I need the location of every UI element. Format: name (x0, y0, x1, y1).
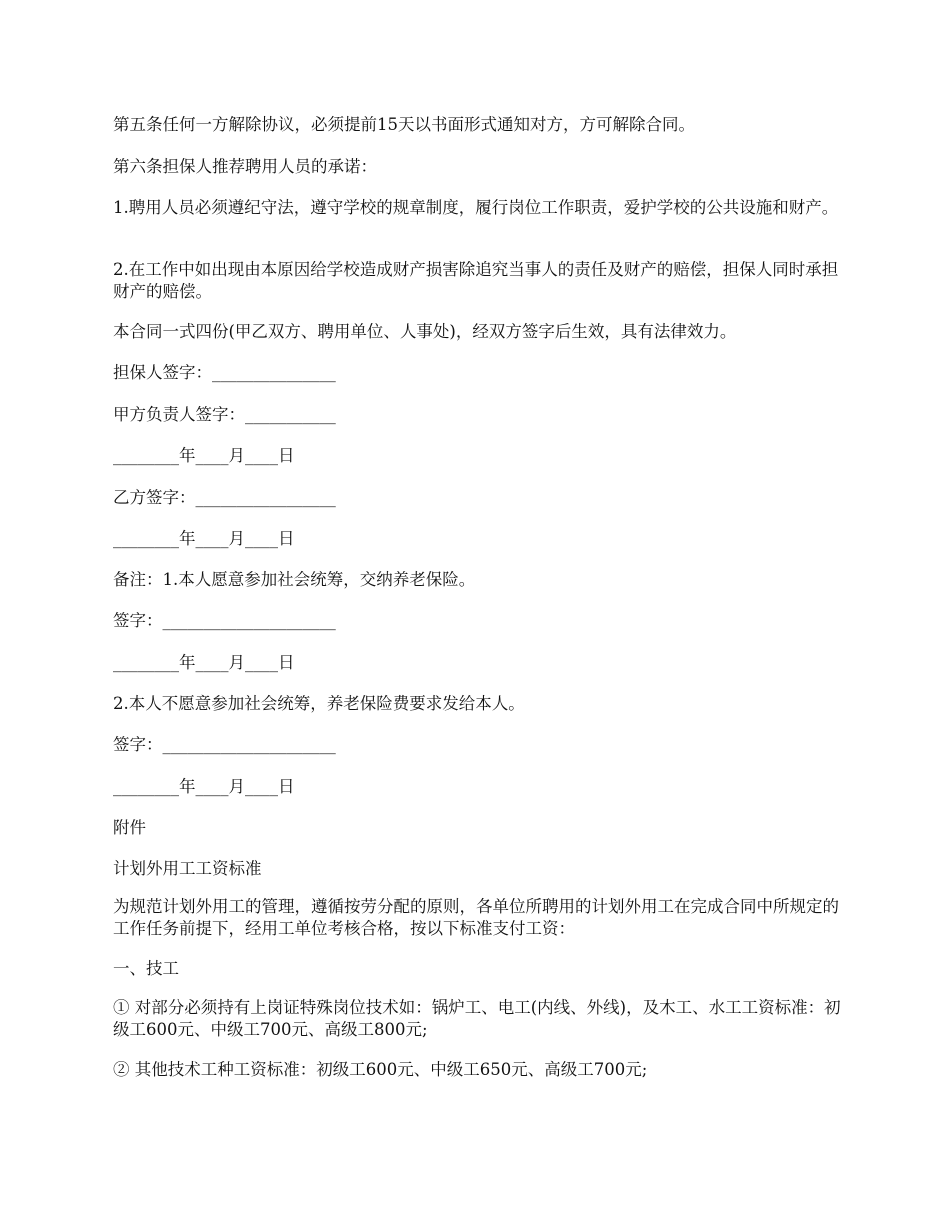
signature-line: 签字：_____________________ (113, 735, 336, 754)
date-line: ________年____月____日 (113, 653, 295, 672)
wage-item-1: ① 对部分必须持有上岗证特殊岗位技术如：锅炉工、电工(内线、外线)，及木工、水工工资标准：初级工600元、中级工700元、高级工800元; (113, 998, 841, 1039)
attachment-label: 附件 (113, 818, 146, 837)
paragraph-article-5: 第五条任何一方解除协议，必须提前15天以书面形式通知对方，方可解除合同。 (113, 115, 695, 134)
date-line: ________年____月____日 (113, 446, 295, 465)
date-line: ________年____月____日 (113, 777, 295, 796)
paragraph-article-6-heading: 第六条担保人推荐聘用人员的承诺： (113, 157, 377, 176)
party-b-signature-line: 乙方签字：_________________ (113, 488, 336, 507)
attachment-title: 计划外用工工资标准 (113, 859, 262, 878)
signature-line: 签字：_____________________ (113, 611, 336, 630)
paragraph-wage-intro: 为规范计划外用工的管理，遵循按劳分配的原则，各单位所聘用的计划外用工在完成合同中所规定的工作任务前提下，经用工单位考核合格，按以下标准支付工资： (113, 897, 839, 938)
paragraph-commitment-2: 2.在工作中如出现由本原因给学校造成财产损害除追究当事人的责任及财产的赔偿，担保人同时承担财产的赔偿。 (113, 260, 839, 301)
section-heading-skilled-workers: 一、技工 (113, 959, 179, 978)
wage-item-2: ② 其他技术工种工资标准：初级工600元、中级工650元、高级工700元; (113, 1060, 648, 1079)
party-a-signature-line: 甲方负责人签字：___________ (113, 405, 336, 424)
guarantor-signature-line: 担保人签字：_______________ (113, 363, 336, 382)
remark-option-2: 2.本人不愿意参加社会统筹，养老保险费要求发给本人。 (113, 694, 525, 713)
date-line: ________年____月____日 (113, 529, 295, 548)
paragraph-commitment-1: 1.聘用人员必须遵纪守法，遵守学校的规章制度，履行岗位工作职责，爱护学校的公共设施和财产。 (113, 198, 839, 217)
paragraph-contract-copies: 本合同一式四份(甲乙双方、聘用单位、人事处)，经双方签字后生效，具有法律效力。 (113, 322, 737, 341)
remark-option-1: 备注：1.本人愿意参加社会统筹，交纳养老保险。 (113, 570, 476, 589)
